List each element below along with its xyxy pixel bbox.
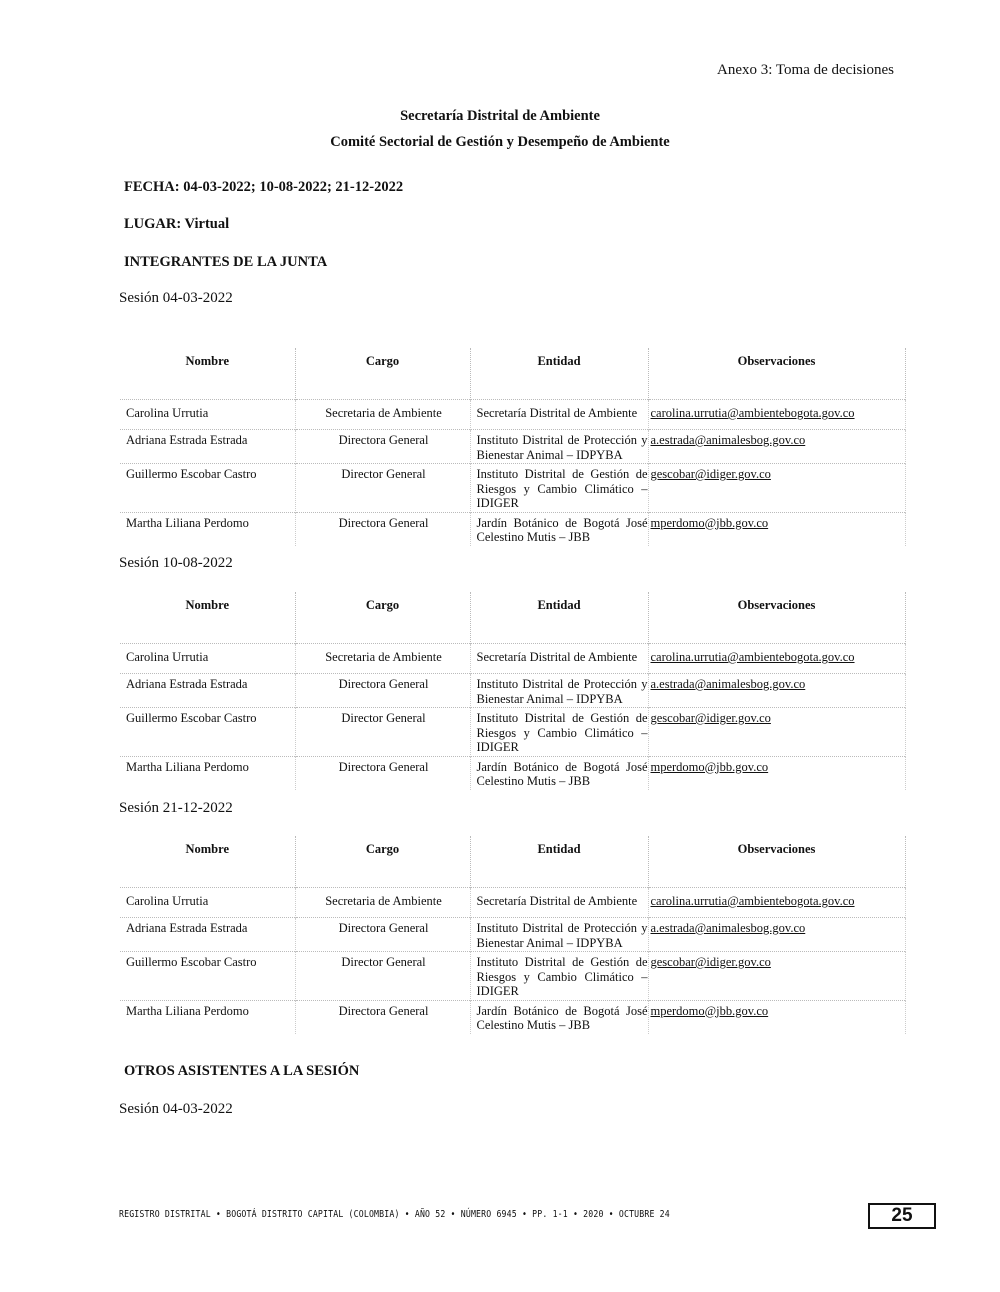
document-subtitle: Comité Sectorial de Gestión y Desempeño de Ambiente [330, 134, 670, 150]
page-number: 25 [868, 1203, 936, 1229]
table-row [120, 888, 905, 918]
member-cargo: Directora General [295, 430, 470, 464]
member-cargo: Director General [295, 708, 470, 757]
column-header: Entidad [470, 836, 648, 888]
table-row [120, 756, 905, 790]
member-email[interactable] [648, 756, 905, 790]
column-header: Nombre [120, 348, 295, 400]
column-header: Entidad [470, 592, 648, 644]
members-table [120, 592, 906, 790]
member-name: Martha Liliana Perdomo [120, 756, 295, 790]
member-cargo: Secretaria de Ambiente [295, 644, 470, 674]
member-entidad: Instituto Distrital de Protección y Bienestar Animal – IDPYBA [470, 674, 648, 708]
member-email[interactable] [648, 952, 905, 1001]
member-email[interactable] [648, 674, 905, 708]
member-entidad: Instituto Distrital de Protección y Bienestar Animal – IDPYBA [470, 918, 648, 952]
member-email[interactable] [648, 644, 905, 674]
member-entidad: Instituto Distrital de Gestión de Riesgos y Cambio Climático – IDIGER [470, 952, 648, 1001]
session-label: Sesión 10-08-2022 [119, 555, 233, 571]
member-name: Guillermo Escobar Castro [120, 708, 295, 757]
table-row [120, 430, 905, 464]
member-entidad: Jardín Botánico de Bogotá José Celestino Mutis – JBB [470, 512, 648, 546]
table-row [120, 918, 905, 952]
column-header: Observaciones [648, 836, 905, 888]
member-cargo: Director General [295, 952, 470, 1001]
member-name: Adriana Estrada Estrada [120, 918, 295, 952]
column-header: Cargo [295, 836, 470, 888]
member-email[interactable] [648, 430, 905, 464]
member-email[interactable] [648, 464, 905, 513]
member-name: Adriana Estrada Estrada [120, 430, 295, 464]
member-name: Adriana Estrada Estrada [120, 674, 295, 708]
table-row [120, 464, 905, 513]
member-entidad: Instituto Distrital de Gestión de Riesgos y Cambio Climático – IDIGER [470, 708, 648, 757]
member-entidad: Secretaría Distrital de Ambiente [470, 888, 648, 918]
email-link[interactable]: gescobar@idiger.gov.co [650, 955, 771, 969]
email-link[interactable]: mperdomo@jbb.gov.co [650, 515, 769, 530]
member-email[interactable] [648, 512, 905, 546]
otros-asistentes-heading: OTROS ASISTENTES A LA SESIÓN [124, 1063, 360, 1079]
member-entidad: Jardín Botánico de Bogotá José Celestino Mutis – JBB [470, 1000, 648, 1034]
member-entidad: Jardín Botánico de Bogotá José Celestino Mutis – JBB [470, 756, 648, 790]
column-header: Entidad [470, 348, 648, 400]
table-row [120, 1000, 905, 1034]
session-label: Sesión 04-03-2022 [119, 290, 233, 306]
column-header: Nombre [120, 836, 295, 888]
document-title: Secretaría Distrital de Ambiente [400, 108, 600, 124]
table-row [120, 644, 905, 674]
member-name: Martha Liliana Perdomo [120, 1000, 295, 1034]
member-email[interactable] [648, 400, 905, 430]
member-name: Guillermo Escobar Castro [120, 952, 295, 1001]
member-cargo: Directora General [295, 918, 470, 952]
member-name: Guillermo Escobar Castro [120, 464, 295, 513]
email-link[interactable]: carolina.urrutia@ambientebogota.gov.co [650, 650, 855, 664]
email-link[interactable]: gescobar@idiger.gov.co [650, 467, 771, 481]
email-link[interactable]: carolina.urrutia@ambientebogota.gov.co [650, 894, 855, 908]
member-email[interactable] [648, 708, 905, 757]
column-header: Cargo [295, 348, 470, 400]
email-link[interactable]: a.estrada@animalesbog.gov.co [650, 677, 806, 691]
member-cargo: Directora General [295, 756, 470, 790]
member-name: Carolina Urrutia [120, 644, 295, 674]
column-header: Observaciones [648, 592, 905, 644]
lugar-heading: LUGAR: Virtual [124, 216, 230, 232]
member-entidad: Secretaría Distrital de Ambiente [470, 644, 648, 674]
members-table [120, 348, 906, 546]
member-email[interactable] [648, 918, 905, 952]
session-label: Sesión 21-12-2022 [119, 800, 233, 816]
otros-session-label: Sesión 04-03-2022 [119, 1101, 233, 1117]
members-table [120, 836, 906, 1034]
column-header: Observaciones [648, 348, 905, 400]
member-email[interactable] [648, 888, 905, 918]
annex-label: Anexo 3: Toma de decisiones [717, 62, 894, 78]
member-entidad: Instituto Distrital de Protección y Bienestar Animal – IDPYBA [470, 430, 648, 464]
table-row [120, 674, 905, 708]
member-cargo: Director General [295, 464, 470, 513]
integrantes-heading: INTEGRANTES DE LA JUNTA [124, 254, 328, 270]
table-row [120, 708, 905, 757]
member-name: Carolina Urrutia [120, 888, 295, 918]
table-row [120, 400, 905, 430]
column-header: Cargo [295, 592, 470, 644]
email-link[interactable]: mperdomo@jbb.gov.co [650, 1003, 769, 1018]
email-link[interactable]: carolina.urrutia@ambientebogota.gov.co [650, 406, 855, 420]
footer-text: REGISTRO DISTRITAL • BOGOTÁ DISTRITO CAPITAL (COLOMBIA) • AÑO 52 • NÚMERO 6945 • PP. 1-1 • 2020 • OCTUBRE 24 [119, 1209, 670, 1220]
column-header: Nombre [120, 592, 295, 644]
member-cargo: Directora General [295, 1000, 470, 1034]
member-email[interactable] [648, 1000, 905, 1034]
table-row [120, 512, 905, 546]
member-entidad: Secretaría Distrital de Ambiente [470, 400, 648, 430]
fecha-heading: FECHA: 04-03-2022; 10-08-2022; 21-12-2022 [124, 179, 404, 195]
member-name: Carolina Urrutia [120, 400, 295, 430]
email-link[interactable]: a.estrada@animalesbog.gov.co [650, 921, 806, 935]
member-cargo: Directora General [295, 674, 470, 708]
email-link[interactable]: mperdomo@jbb.gov.co [650, 759, 769, 774]
email-link[interactable]: a.estrada@animalesbog.gov.co [650, 433, 806, 447]
member-cargo: Secretaria de Ambiente [295, 400, 470, 430]
member-entidad: Instituto Distrital de Gestión de Riesgos y Cambio Climático – IDIGER [470, 464, 648, 513]
member-cargo: Secretaria de Ambiente [295, 888, 470, 918]
email-link[interactable]: gescobar@idiger.gov.co [650, 711, 771, 725]
member-cargo: Directora General [295, 512, 470, 546]
member-name: Martha Liliana Perdomo [120, 512, 295, 546]
table-row [120, 952, 905, 1001]
